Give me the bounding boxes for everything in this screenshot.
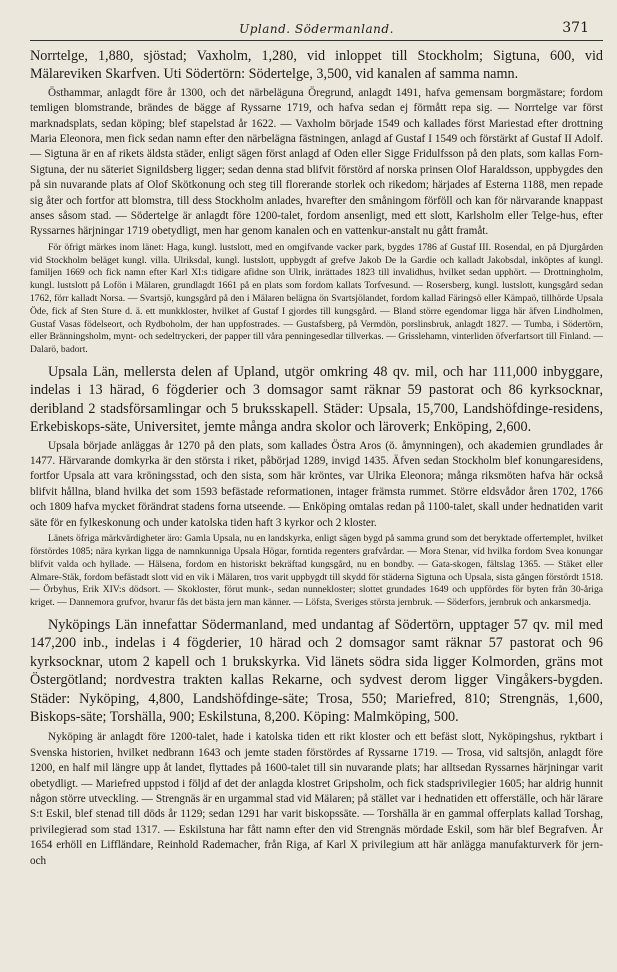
uppland-history-paragraph: Östhammar, anlagdt före år 1300, och det närbeläguna Öregrund, anlagdt 1491, hafva gemensam borgmästare; fordom temligen blomstrande, brändes de bägge af Ryssarne 1719, och hafva sedan ej förmått repa sig. — Norrtelge var först marknadsplats, sedan köping; blef stapelstad år 1622. — Vaxholm började 1549 och kallades först Mariestad efter drottning Maria Eleonora, men fick sedan namn efter den närbelägna fästningen, anlagd af Gustaf I 1549 och förstärkt af Gustaf II Adolf. — Sigtuna är en af rikets äldsta städer, enligt sägen först anlagd af Oden eller Sigge Fridulfsson på den plats, som kallas Forn-Sigtuna, der nu säteriet Signildsberg ligger; sedan denna stad blifvit förstörd af norska prinsen Olof Haraldsson, uppbygdes den på sin nuvarande plats af Olof Skötkonung och steg till florerande storlek och rikedom; härjades af Esterna 1188, men repade sig åter och fortfor att blomstra, till dess Stockholm anlades, hvarefter den småningom förföll och kan för närvarande knappast anses såsom stad. — Södertelge är anlagdt före 1200-talet, fordom ansenligt, med ett slott, Karlsholm eller Telge-hus, efter Ryssarnes härjningar 1719 obetydligt, men har genom kanalen och en vattenkur-anstalt nu gått framåt.	[30, 86, 603, 238]
nykoping-history-paragraph: Nyköping är anlagdt före 1200-talet, hade i katolska tiden ett rikt kloster och ett befäst slott, Nyköpingshus, ryktbart i Svenska historien, hvilket nedbrann 1643 och jemte staden förstördes af Ryssarne 1719. — Trosa, vid saltsjön, anlagdt före 1200, en half mil längre upp åt landet, flyttades på 1600-talet till sin nuvarande plats; har alltsedan Ryssarnes härjningar varit obetydligt. — Mariefred uppstod i följd af det der anlagda klostret Gripsholm, och fick stadsprivilegier 1605; har aldrig hunnit någon större utveckling. — Strengnäs är en urgammal stad vid Mälaren; på stället var i hednatiden ett offerställe, och här lärare S:t Eskil, blef stenad till döds år 1129; sedan 1291 har varit biskopssäte. — Torshälla är en gammal offerplats kallad Torshag, privilegierad som stad 1317. — Eskilstuna har fått namn efter den vid Strengnäs mördade Eskil, som här blef Begrafven. År 1654 erhöll en Liffländare, Reinhold Rademacher, från Riga, af Karl X privilegium att här anlägga manufakturverk för jern- och	[30, 731, 603, 867]
upsala-history-paragraph: Upsala började anläggas år 1270 på den plats, som kallades Östra Aros (ö. åmynningen), och akademien grundlades år 1477. Härvarande domkyrka är den största i riket, påbörjad 1289, invigd 1435. Äfven sedan Stockholm blef konungaresidens, fortfor Upsala att vara kröningsstad, och den sista, som här kröntes, var Ulrika Eleonora; många riksmöten hafva här också blifvit hållna, bland hvilka det som 1593 befästade reformationen, intager främsta rummet. Större eldsvådor åren 1702, 1766 och 1809 hafva mycket förändrat stadens forna utseende. — Enköping omtalas redan på 1100-talet, skall under hednatiden varit säte för en fylkeskonung och under katolska tiden haft 3 kyrkor och 2 kloster.	[30, 439, 603, 529]
text-column	[30, 18, 603, 869]
running-head	[30, 18, 603, 41]
uppland-estates-paragraph: För öfrigt märkes inom länet: Haga, kungl. lustslott, med en omgifvande vacker park, bygdes 1786 af Gustaf III. Rosendal, en på Djurgården vid Stockholm beläget kungl. villa. Ulriksdal, kungl. lustslott, uppbygdt af grefve Jakob De la Gardie och kalladt Jakobsdal, inköptes af kungl. familjen 1669 och fick namn efter Karl XI:s tidigare afidne son Ulrik, inrättades 1823 till invalidhus, hvilket sedan upphört. — Drottningholm, kungl. lustslott på Lofön i Mälaren, grundlagdt 1661 på en plats som fordom kallats Torfvesund. — Rosersberg, kungl. lustslott, kungsgård sedan 1762, förr kalladt Norsa. — Svartsjö, kungsgård på den i Mälaren belägna ön Svartsjölandet, fordom kallad Färingsö eller Kämpaö, tillhörde Upsala Öde, fick af Sten Sture d. ä. ett munkkloster, hvilket af Gustaf I gjordes till kungsgård. — Bland större egendomar ligga här äfven Lindholmen, Gustaf Vasas födelseort, och Rydboholm, der han uppfostrades. — Gustafsberg, på Vermdön, porslinsbruk, anlagdt 1827. — Tumba, i Södertörn, eller Bränningsholm, mynt- och sedeltryckeri, der papper till våra penningesedlar tillverkas. — Grisslehamn, vinterliden öfverfartsort till Finland. — Dalarö, badort.	[30, 241, 603, 356]
upsala-notes-paragraph: Länets öfriga märkvärdigheter äro: Gamla Upsala, nu en landskyrka, enligt sägen bygd på samma grund som det beryktade offertemplet, hvilket förstördes 1085; nära kyrkan ligga de namnkunniga Upsala Högar, forntida regenters grafvårdar. — Mora Stenar, vid hvilka fordom Svea konungar blifvit valda och hyllade. — Hälsena, fordom en historiskt bekräftad kungsgård, nu en bondby. — Gata-skogen, fältslag 1365. — Stäket eller Almare-Stäk, fordom befästadt slott vid en vik i Mälaren, tros varit uppbygdt till skydd för städerna Sigtuna och Upsala, sista gången förstördt 1518. — Örbyhus, Erik XIV:s dödsort. — Skokloster, förut munk-, sedan nunnekloster; slottet grundades 1649 och uppfördes för byten från 30-åriga kriget. — Dannemora grufvor, hvarur fås det bästa jern man känner. — Löfsta, Sveriges största jernbruk. — Söderfors, jernbruk och ankarsmedja.	[30, 533, 603, 609]
page-number: 371	[562, 20, 589, 36]
nykoping-lan-paragraph: Nyköpings Län innefattar Södermanland, med undantag af Södertörn, upptager 57 qv. mil med 147,200 inb., indelas i 4 fögderier, 10 härad och 2 domsagor samt räknar 57 pastorat och 96 kyrksocknar, utom 2 kapell och 1 brukskyrka. Vid länets södra sida ligger Kolmorden, gräns mot Östergötland; nordvestra trakten kallas Rekarne, och sydvest derom ligger Vingåkers-bygden. Städer: Nyköping, 4,800, Landshöfdinge-säte; Trosa, 550; Mariefred, 810; Strengnäs, 1,600, Biskops-säte; Torshälla, 900; Eskilstuna, 8,200. Köping: Malmköping, 500.	[30, 616, 603, 725]
running-head-title: Upland. Södermanland.	[239, 22, 394, 36]
upsala-lan-paragraph: Upsala Län, mellersta delen af Upland, utgör omkring 48 qv. mil, och har 111,000 inbyggare, indelas i 13 härad, 6 fögderier och 3 domsagor samt räknar 59 pastorat och 86 kyrksocknar, deribland 2 stadsförsamlingar och 5 bruksskapell. Städer: Upsala, 15,700, Landshöfdinge-residens, Erkebiskops-säte, Universitet, jemte många andra skolor och läroverk; Enköping, 2,600.	[30, 364, 603, 436]
uppland-intro-paragraph: Norrtelge, 1,880, sjöstad; Vaxholm, 1,280, vid inloppet till Stockholm; Sigtuna, 600, vid Mälareviken Skarfven. Uti Södertörn: Södertelge, 3,500, vid kanalen af samma namn.	[30, 48, 603, 83]
